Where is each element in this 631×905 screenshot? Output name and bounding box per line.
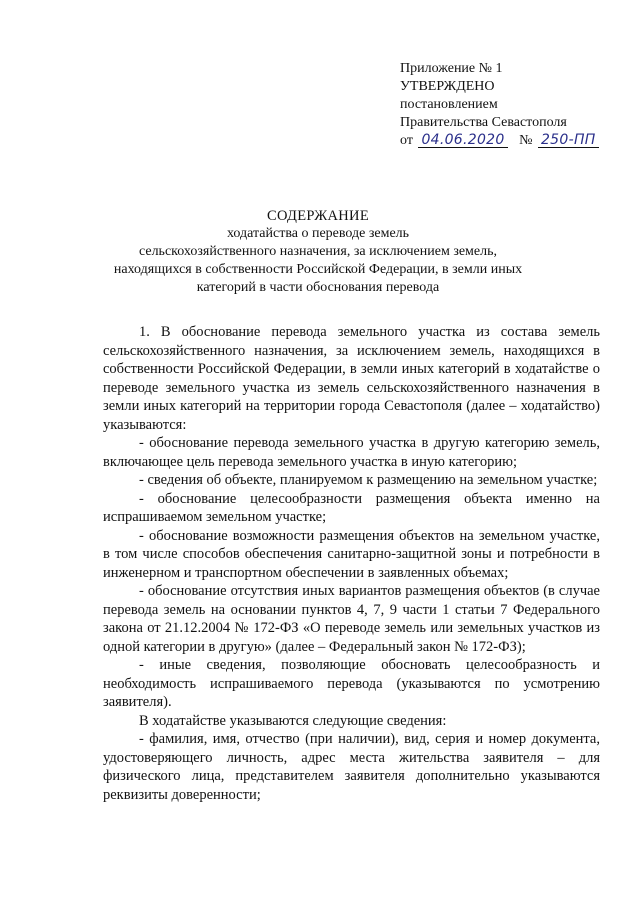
heading-line: ходатайства о переводе земель bbox=[226, 226, 410, 241]
list-item: - сведения об объекте, планируемом к размещению на земельном участке; bbox=[139, 472, 598, 488]
list-item: - обоснование отсутствия иных вариантов размещения объектов (в случае перевода земель на основании пунктов 4, 7, 9 части 1 статьи 7 Федерального закона от 21.12.2004 № 172-ФЗ «О переводе земель или земельных участков из одной категории в другую» (далее – Федеральный закон № 172-ФЗ); bbox=[103, 583, 600, 655]
heading-line: сельскохозяйственного назначения, за исключением земель, bbox=[138, 244, 498, 259]
heading-line: категорий в части обоснования перевода bbox=[196, 280, 440, 295]
date-number-line bbox=[400, 132, 599, 150]
handwritten-number: 250-ПП bbox=[538, 133, 599, 148]
list-item: - фамилия, имя, отчество (при наличии), вид, серия и номер документа, удостоверяющего личность, адрес места жительства заявителя – для физического лица, представителем заявителя дополнительно указываются реквизиты доверенности; bbox=[103, 731, 600, 803]
list-item: - обоснование возможности размещения объектов на земельном участке, в том числе способов обеспечения санитарно-защитной зоны и потребности в инженерном и транспортном обеспечении в заявленных объемах; bbox=[103, 527, 600, 581]
handwritten-date: 04.06.2020 bbox=[418, 133, 507, 148]
list-item: - иные сведения, позволяющие обосновать целесообразность и необходимость испрашиваемого перевода (указываются по усмотрению заявителя). bbox=[103, 657, 600, 710]
resolution-label: постановлением bbox=[400, 97, 498, 112]
approval-block bbox=[400, 60, 599, 150]
document-body bbox=[103, 323, 600, 804]
list-item: - обоснование целесообразности размещения объекта именно на испрашиваемом земельном участке; bbox=[103, 490, 600, 525]
government-label: Правительства Севастополя bbox=[400, 115, 567, 130]
heading-line: находящихся в собственности Российской Федерации, в земли иных bbox=[113, 262, 523, 277]
from-label: от bbox=[400, 133, 413, 148]
paragraph: В ходатайстве указываются следующие сведения: bbox=[139, 712, 447, 729]
document-heading bbox=[96, 207, 540, 297]
approved-label: УТВЕРЖДЕНО bbox=[400, 79, 495, 94]
paragraph: 1. В обоснование перевода земельного участка из состава земель сельскохозяйственного назначения, за исключением земель, находящихся в собственности Российской Федерации, в земли иных категорий в ходатайстве о переводе земельного участка из земель сельскохозяйственного назначения в земли иных категорий на территории города Севастополя (далее – ходатайство) указываются: bbox=[103, 324, 600, 433]
appendix-label: Приложение № 1 bbox=[400, 61, 503, 76]
list-item: - обоснование перевода земельного участка в другую категорию земель, включающее цель перевода земельного участка в иную категорию; bbox=[103, 435, 600, 470]
number-label: № bbox=[519, 133, 533, 148]
heading-title: СОДЕРЖАНИЕ bbox=[267, 208, 369, 224]
